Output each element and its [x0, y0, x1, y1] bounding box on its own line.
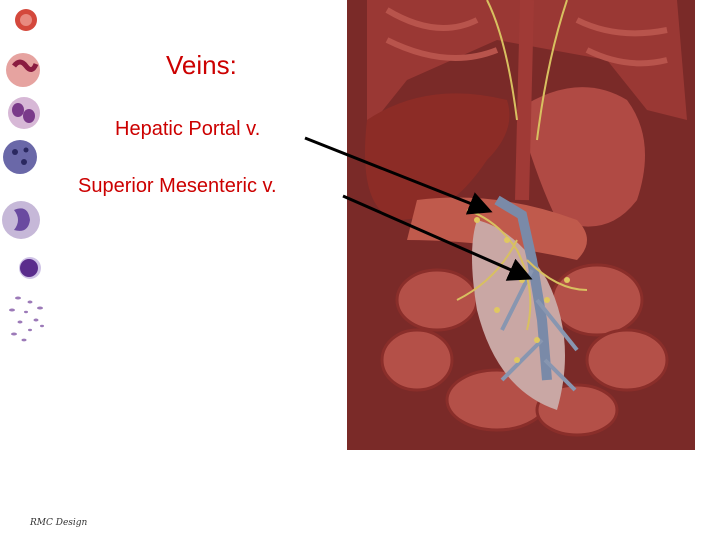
anatomy-model-image [347, 0, 695, 450]
slide-title: Veins: [166, 50, 237, 80]
monocyte-icon [2, 201, 40, 239]
platelets-icon [9, 297, 44, 342]
credit-text: RMC Design [30, 518, 88, 528]
basophil-icon [3, 140, 37, 174]
blood-cell-strip [0, 0, 50, 350]
eosinophil-icon [8, 97, 40, 129]
label-hepatic-portal-vein: Hepatic Portal v. [115, 118, 261, 140]
lymphocyte-icon [19, 257, 41, 279]
red-blood-cell-icon [15, 9, 37, 31]
neutrophil-icon [6, 53, 40, 87]
label-superior-mesenteric-vein: Superior Mesenteric v. [78, 175, 277, 197]
